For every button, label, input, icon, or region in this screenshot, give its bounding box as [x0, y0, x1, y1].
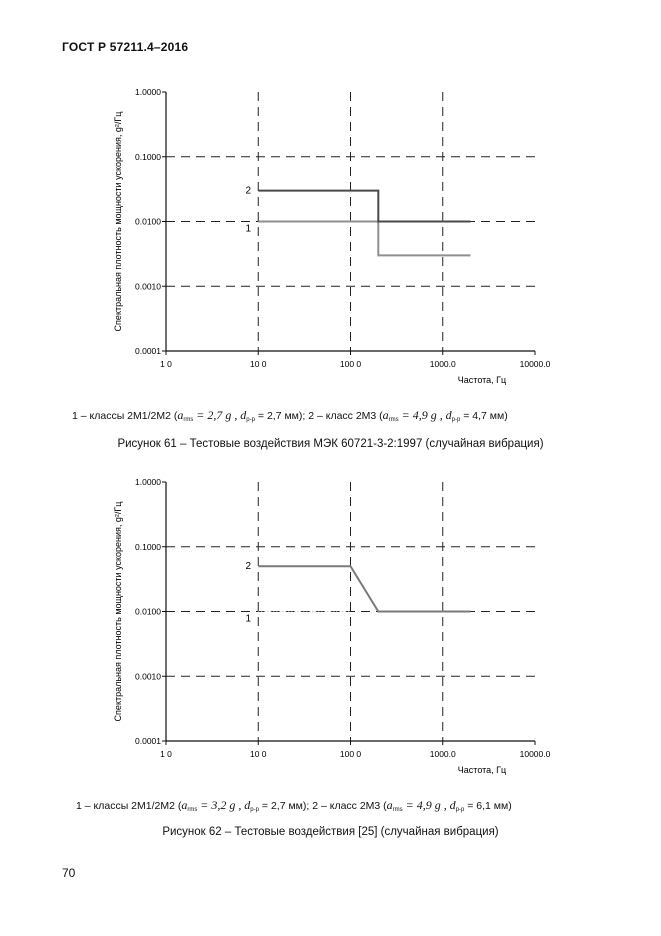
legend-item1-a-value: = 2,7 g , — [196, 408, 238, 422]
series-label-1: 1 — [245, 613, 252, 625]
y-tick-label: 0.0001 — [135, 346, 161, 356]
d-symbol: d — [240, 408, 247, 422]
a-symbol: a — [382, 408, 389, 422]
series-label-2: 2 — [245, 561, 252, 573]
d-subscript: p-p — [451, 417, 461, 423]
a-subscript: rms — [187, 807, 198, 813]
figure-61-chart — [100, 80, 570, 390]
x-tick-label: 10000.0 — [519, 749, 551, 759]
x-tick-label: 1 0 — [160, 749, 172, 759]
x-axis-label: Частота, Гц — [457, 765, 507, 775]
d-subscript: p-p — [250, 807, 259, 813]
a-symbol: a — [181, 798, 188, 812]
y-tick-label: 0.0001 — [135, 736, 161, 746]
d-subscript: p-p — [455, 807, 465, 813]
legend-item1-d-value: = 2,7 мм); 2 – класс 2М3 ( — [261, 800, 387, 812]
y-axis-label: Спектральная плотность мощности ускорения, g²/Гц — [113, 501, 123, 722]
legend-item1-d-value: = 2,7 мм); 2 – класс 2М3 ( — [257, 410, 383, 422]
y-axis-label: Спектральная плотность мощности ускорения, g²/Гц — [113, 111, 123, 332]
x-tick-label: 100 0 — [339, 749, 362, 759]
a-subscript: rms — [388, 417, 399, 423]
figure-62-legend — [76, 798, 512, 813]
x-axis-label: Частота, Гц — [457, 375, 507, 385]
legend-item2-d-value: = 6,1 мм) — [467, 800, 512, 812]
y-tick-label: 0.1000 — [135, 151, 161, 162]
figure-62-caption: Рисунок 62 – Тестовые воздействия [25] (случайная вибрация) — [162, 826, 499, 838]
legend-item2-a-value: = 4,9 g , — [405, 798, 447, 812]
d-symbol: d — [449, 798, 456, 812]
x-tick-label: 10 0 — [249, 749, 267, 759]
y-tick-label: 1.0000 — [135, 87, 161, 97]
legend-item2-a-value: = 4,9 g , — [401, 408, 443, 422]
x-tick-label: 1000.0 — [429, 359, 456, 369]
figure-61-caption: Рисунок 61 – Тестовые воздействия МЭК 60721-3-2:1997 (случайная вибрация) — [117, 438, 544, 450]
y-tick-label: 0.1000 — [135, 541, 161, 552]
figure-61-legend — [72, 408, 508, 423]
page-number: 70 — [62, 866, 76, 880]
figure-62-chart — [100, 470, 570, 780]
legend-item1-prefix: 1 – классы 2М1/2М2 ( — [72, 410, 178, 422]
a-symbol: a — [386, 798, 393, 812]
a-subscript: rms — [183, 417, 194, 423]
series-line-1 — [258, 222, 470, 256]
legend-item2-d-value: = 4,7 мм) — [463, 410, 508, 422]
document-header: ГОСТ Р 57211.4–2016 — [62, 40, 189, 54]
a-subscript: rms — [392, 807, 403, 813]
x-tick-label: 10 0 — [249, 359, 267, 369]
legend-item1-prefix: 1 – классы 2М1/2М2 ( — [76, 800, 182, 812]
series-line-2 — [258, 191, 470, 222]
x-tick-label: 1000.0 — [429, 749, 456, 759]
y-tick-label: 0.0100 — [135, 216, 161, 227]
x-tick-label: 10000.0 — [519, 359, 551, 369]
d-symbol: d — [445, 408, 452, 422]
y-tick-label: 0.0010 — [135, 281, 161, 292]
x-tick-label: 100 0 — [339, 359, 362, 369]
d-symbol: d — [244, 798, 251, 812]
series-label-2: 2 — [245, 185, 252, 197]
d-subscript: p-p — [246, 417, 255, 423]
legend-item1-a-value: = 3,2 g , — [200, 798, 242, 812]
y-tick-label: 0.0100 — [135, 606, 161, 617]
series-line-2 — [258, 566, 470, 611]
y-tick-label: 1.0000 — [135, 477, 161, 487]
series-label-1: 1 — [245, 223, 252, 235]
x-tick-label: 1 0 — [160, 359, 172, 369]
y-tick-label: 0.0010 — [135, 671, 161, 682]
a-symbol: a — [177, 408, 184, 422]
